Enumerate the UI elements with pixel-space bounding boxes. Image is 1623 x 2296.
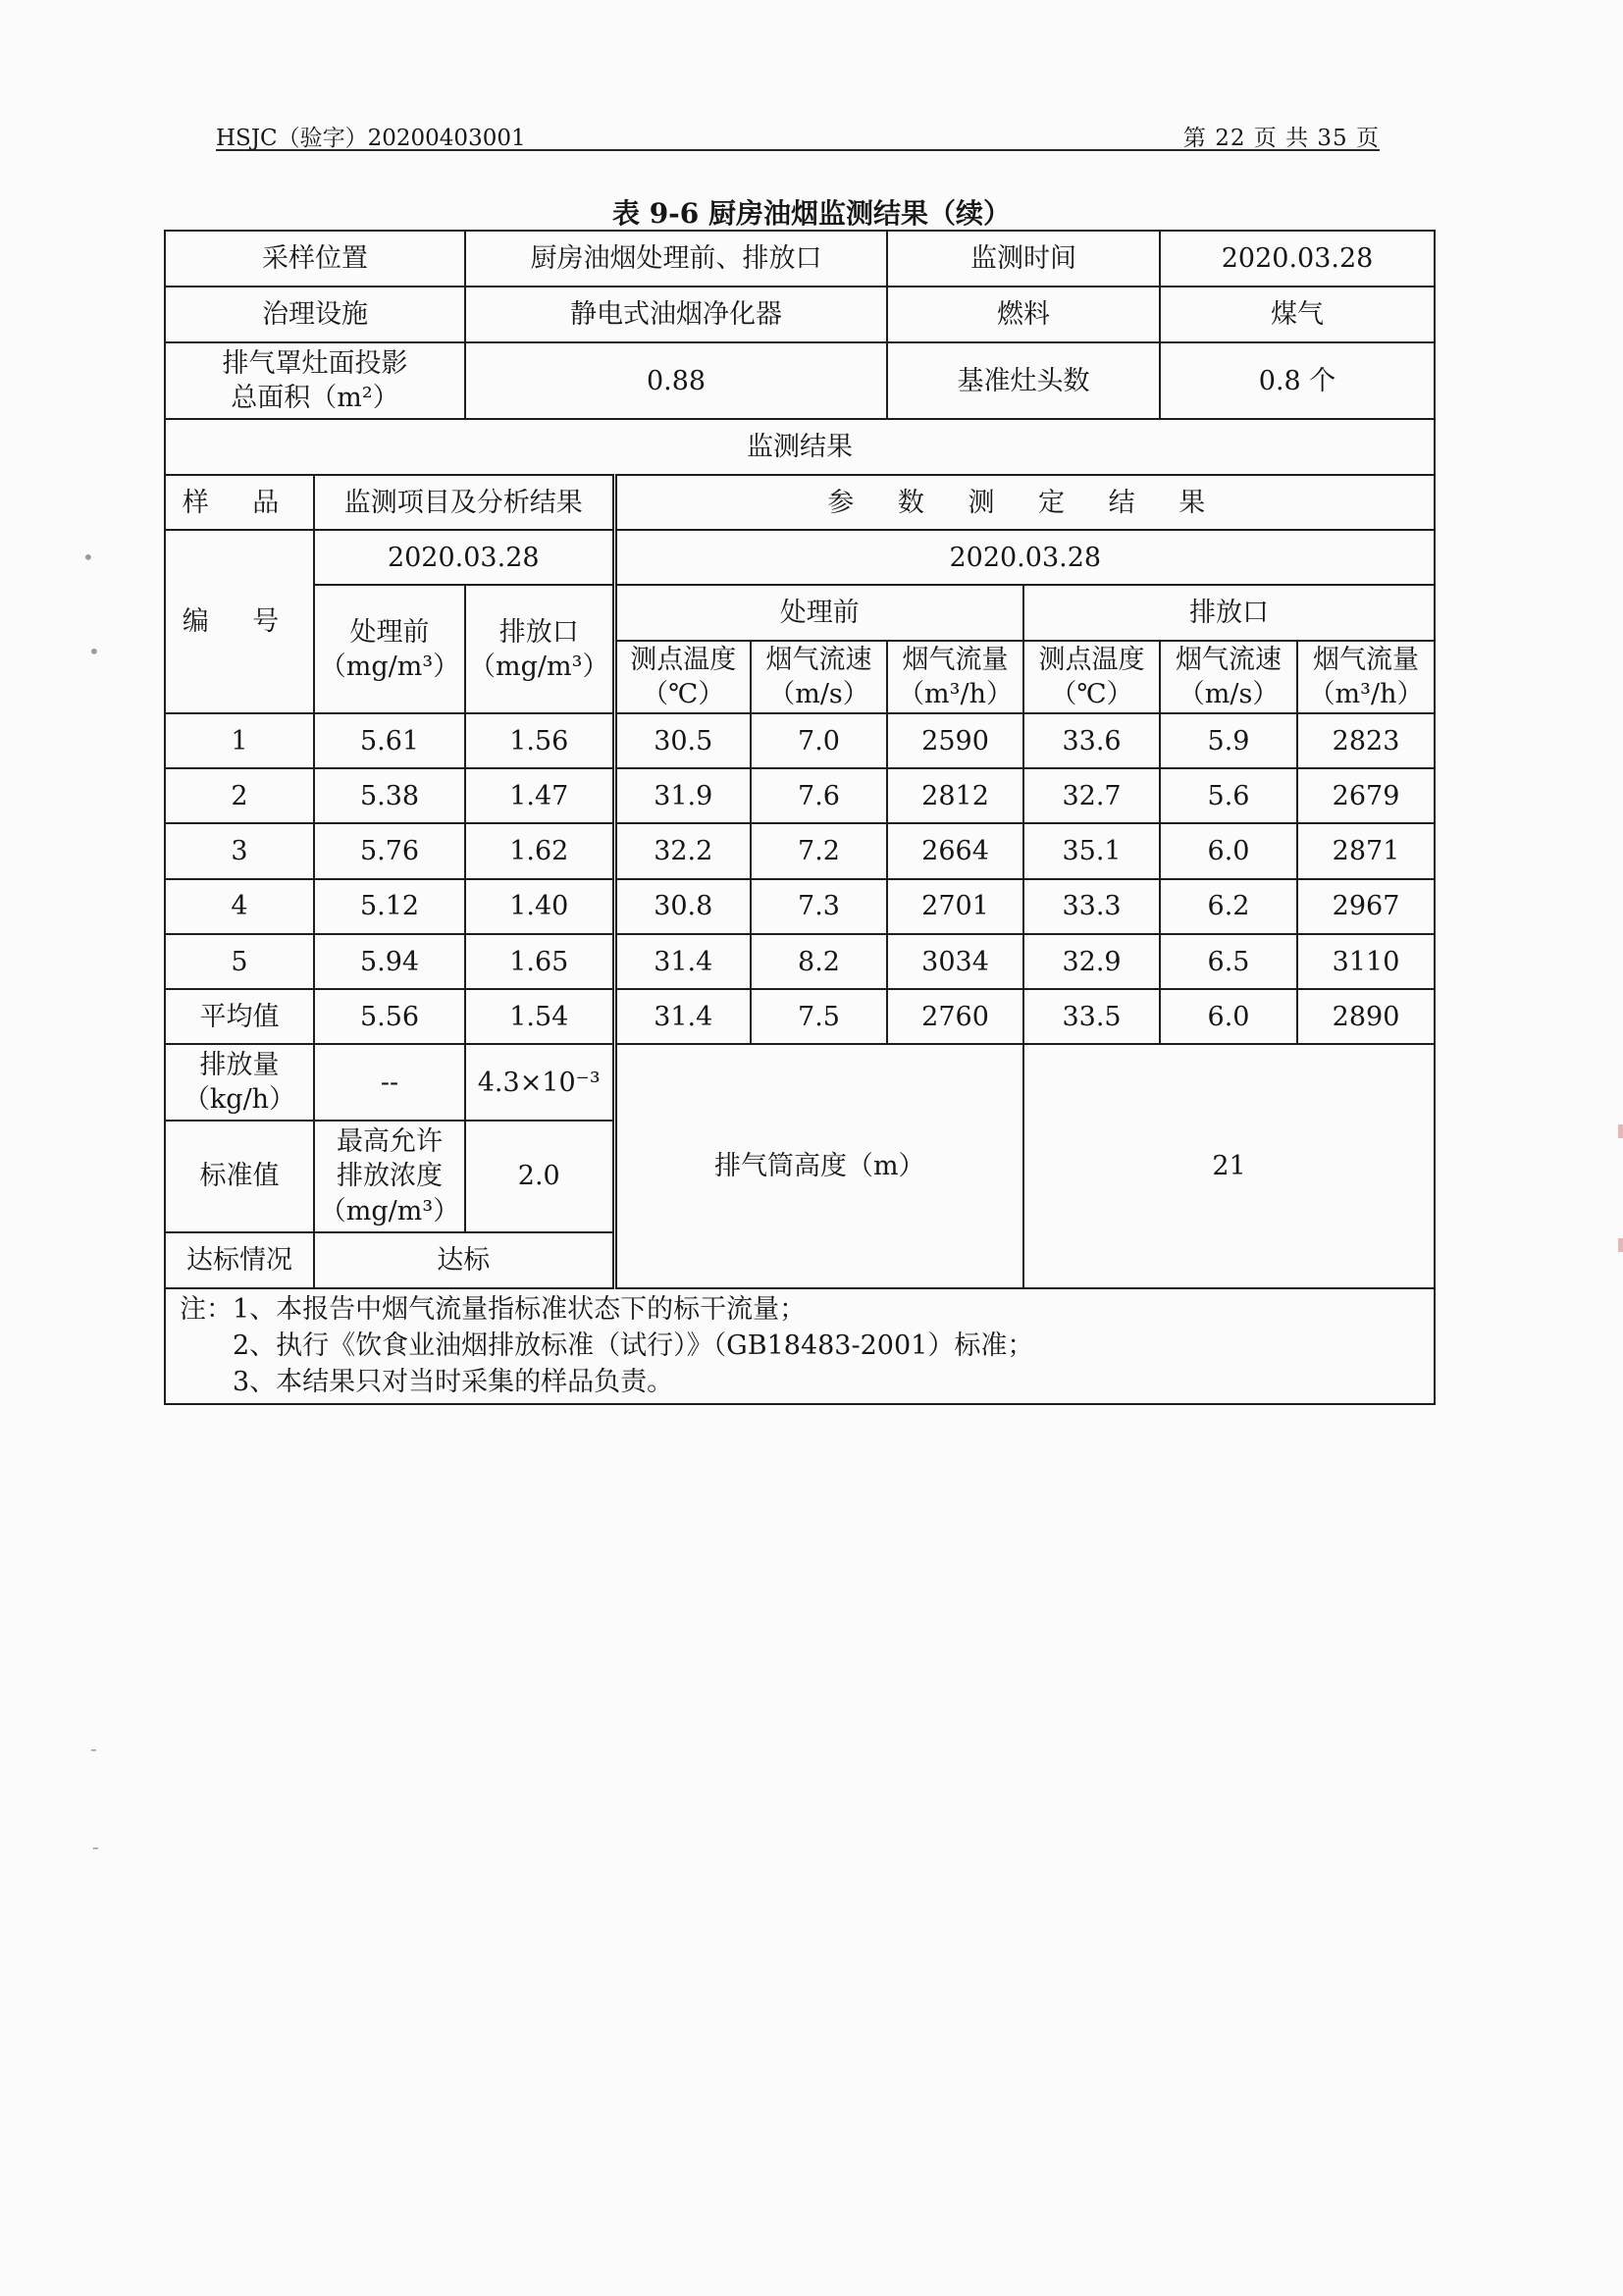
table-title: 表 9-6 厨房油烟监测结果（续）: [611, 197, 1012, 230]
compliance-value: 达标: [314, 1232, 614, 1288]
speed-label: 烟气流速: [765, 644, 872, 675]
outlet-flow-value: 2967: [1297, 879, 1435, 934]
note-line-2: 2、执行《饮食业油烟排放标准（试行）》（GB18483-2001）标准；: [233, 1331, 1034, 1362]
outlet-flow-value: 2679: [1297, 768, 1435, 823]
facility-label: 治理设施: [165, 287, 465, 342]
conc-before-unit: （mg/m³）: [319, 651, 460, 682]
outlet-speed-value: 5.9: [1160, 713, 1297, 768]
standard-label: 标准值: [165, 1121, 314, 1232]
stack-height-value: 21: [1023, 1044, 1435, 1288]
conc-outlet-value: 1.54: [465, 989, 614, 1044]
before-speed-value: 7.6: [751, 768, 887, 823]
sample-number: 5: [165, 934, 314, 989]
before-flow-value: 2760: [887, 989, 1023, 1044]
stack-height-label: 排气筒高度（m）: [614, 1044, 1023, 1288]
location-value: 厨房油烟处理前、排放口: [465, 231, 887, 287]
outlet-temp-value: 33.5: [1023, 989, 1160, 1044]
before-flow-value: 2664: [887, 823, 1023, 878]
note-line-1: 注：1、本报告中烟气流量指标准状态下的标干流量；: [180, 1294, 807, 1326]
conc-before-header: [314, 585, 465, 713]
report-code: HSJC（验字）20200403001: [216, 126, 526, 151]
conc-outlet-value: 1.62: [465, 823, 614, 878]
emission-label: [165, 1044, 314, 1120]
table-row: [165, 879, 1435, 934]
conc-outlet-value: 1.40: [465, 879, 614, 934]
conc-before-value: 5.76: [314, 823, 465, 878]
before-flow-value: 3034: [887, 934, 1023, 989]
hood-area-label: [165, 342, 465, 418]
outlet-speed-value: 6.0: [1160, 823, 1297, 878]
note-line-3: 3、本结果只对当时采集的样品负责。: [233, 1367, 674, 1398]
outlet-speed-value: 5.6: [1160, 768, 1297, 823]
conc-before-value: 5.38: [314, 768, 465, 823]
outlet-flow-value: 2871: [1297, 823, 1435, 878]
outlet-temp-value: 33.3: [1023, 879, 1160, 934]
notes: [165, 1288, 1435, 1404]
params-header: 参 数 测 定 结 果: [614, 475, 1435, 530]
before-temp-value: 31.4: [614, 934, 751, 989]
before-flow-value: 2812: [887, 768, 1023, 823]
conc-before-value: 5.56: [314, 989, 465, 1044]
outlet-temp-value: 33.6: [1023, 713, 1160, 768]
conc-before-value: 5.12: [314, 879, 465, 934]
standard-item-line-1: 最高允许: [337, 1126, 443, 1158]
temp-unit: （℃）: [1050, 678, 1133, 709]
table-row: [165, 934, 1435, 989]
hood-area-value: 0.88: [465, 342, 887, 418]
before-speed-value: 7.3: [751, 879, 887, 934]
table-row: [165, 713, 1435, 768]
burner-value: 0.8 个: [1160, 342, 1435, 418]
outlet-speed-value: 6.5: [1160, 934, 1297, 989]
flow-label: 烟气流量: [1313, 644, 1420, 675]
before-temp-value: 31.9: [614, 768, 751, 823]
before-temp-value: 30.5: [614, 713, 751, 768]
conc-outlet-unit: （mg/m³）: [469, 651, 609, 682]
outlet-flow-value: 3110: [1297, 934, 1435, 989]
sample-number: 4: [165, 879, 314, 934]
average-row: [165, 989, 1435, 1044]
standard-item-line-3: （mg/m³）: [319, 1195, 460, 1226]
standard-item: [314, 1121, 465, 1232]
outlet-flow-value: 2890: [1297, 989, 1435, 1044]
outlet-temp-value: 32.9: [1023, 934, 1160, 989]
page-edge-mark: [1618, 1238, 1623, 1252]
binding-hole-mark: •: [88, 640, 100, 663]
outlet-flow-header: [1297, 641, 1435, 713]
page-header: [216, 118, 1380, 151]
sample-number: 2: [165, 768, 314, 823]
before-temp-header: [614, 641, 751, 713]
sample-header: 样 品: [165, 475, 314, 530]
hood-area-label-line-2: 总面积（m²）: [231, 383, 399, 414]
conc-before-label: 处理前: [349, 616, 430, 648]
before-speed-value: 7.2: [751, 823, 887, 878]
speed-unit: （m/s）: [1178, 678, 1280, 709]
params-date: 2020.03.28: [614, 530, 1435, 585]
conc-before-value: 5.94: [314, 934, 465, 989]
conc-outlet-value: 1.56: [465, 713, 614, 768]
before-speed-value: 7.0: [751, 713, 887, 768]
outlet-speed-value: 6.2: [1160, 879, 1297, 934]
fuel-value: 煤气: [1160, 287, 1435, 342]
outlet-temp-header: [1023, 641, 1160, 713]
before-flow-value: 2701: [887, 879, 1023, 934]
average-label: 平均值: [165, 989, 314, 1044]
before-speed-value: 8.2: [751, 934, 887, 989]
outlet-group-header: 排放口: [1023, 585, 1435, 640]
conc-outlet-label: 排放口: [498, 616, 579, 648]
number-header: 编 号: [165, 530, 314, 713]
time-value: 2020.03.28: [1160, 231, 1435, 287]
flow-label: 烟气流量: [902, 644, 1009, 675]
page-number: 第 22 页 共 35 页: [1182, 126, 1380, 151]
page-edge-mark: [1618, 1124, 1623, 1138]
speed-unit: （m/s）: [768, 678, 869, 709]
hood-area-label-line-1: 排气罩灶面投影: [222, 348, 408, 380]
table-row: [165, 823, 1435, 878]
conc-before-value: 5.61: [314, 713, 465, 768]
conc-outlet-value: 1.47: [465, 768, 614, 823]
table-row: [165, 768, 1435, 823]
binding-hole-mark: -: [92, 1835, 99, 1858]
before-temp-value: 31.4: [614, 989, 751, 1044]
conc-outlet-value: 1.65: [465, 934, 614, 989]
fuel-label: 燃料: [887, 287, 1160, 342]
before-speed-header: [751, 641, 887, 713]
before-flow-header: [887, 641, 1023, 713]
before-speed-value: 7.5: [751, 989, 887, 1044]
binding-hole-mark: -: [90, 1737, 97, 1760]
emission-label-line-2: （kg/h）: [183, 1084, 296, 1116]
outlet-speed-value: 6.0: [1160, 989, 1297, 1044]
results-table: [164, 230, 1436, 1405]
facility-value: 静电式油烟净化器: [465, 287, 887, 342]
outlet-speed-header: [1160, 641, 1297, 713]
standard-value: 2.0: [465, 1121, 614, 1232]
analysis-header: 监测项目及分析结果: [314, 475, 614, 530]
temp-label: 测点温度: [630, 644, 737, 675]
time-label: 监测时间: [887, 231, 1160, 287]
emission-outlet-value: 4.3×10⁻³: [465, 1044, 614, 1120]
outlet-flow-value: 2823: [1297, 713, 1435, 768]
location-label: 采样位置: [165, 231, 465, 287]
conc-outlet-header: [465, 585, 614, 713]
sample-number: 1: [165, 713, 314, 768]
burner-label: 基准灶头数: [887, 342, 1160, 418]
compliance-label: 达标情况: [165, 1232, 314, 1288]
standard-item-line-2: 排放浓度: [337, 1161, 443, 1192]
flow-unit: （m³/h）: [1308, 678, 1424, 709]
emission-before-value: --: [314, 1044, 465, 1120]
temp-unit: （℃）: [642, 678, 725, 709]
before-temp-value: 30.8: [614, 879, 751, 934]
emission-label-line-1: 排放量: [199, 1049, 280, 1080]
before-temp-value: 32.2: [614, 823, 751, 878]
before-group-header: 处理前: [614, 585, 1023, 640]
temp-label: 测点温度: [1038, 644, 1145, 675]
sample-number: 3: [165, 823, 314, 878]
before-flow-value: 2590: [887, 713, 1023, 768]
flow-unit: （m³/h）: [898, 678, 1013, 709]
analysis-date: 2020.03.28: [314, 530, 614, 585]
binding-hole-mark: •: [82, 546, 94, 569]
results-heading: 监测结果: [165, 419, 1435, 475]
outlet-temp-value: 32.7: [1023, 768, 1160, 823]
speed-label: 烟气流速: [1176, 644, 1283, 675]
outlet-temp-value: 35.1: [1023, 823, 1160, 878]
